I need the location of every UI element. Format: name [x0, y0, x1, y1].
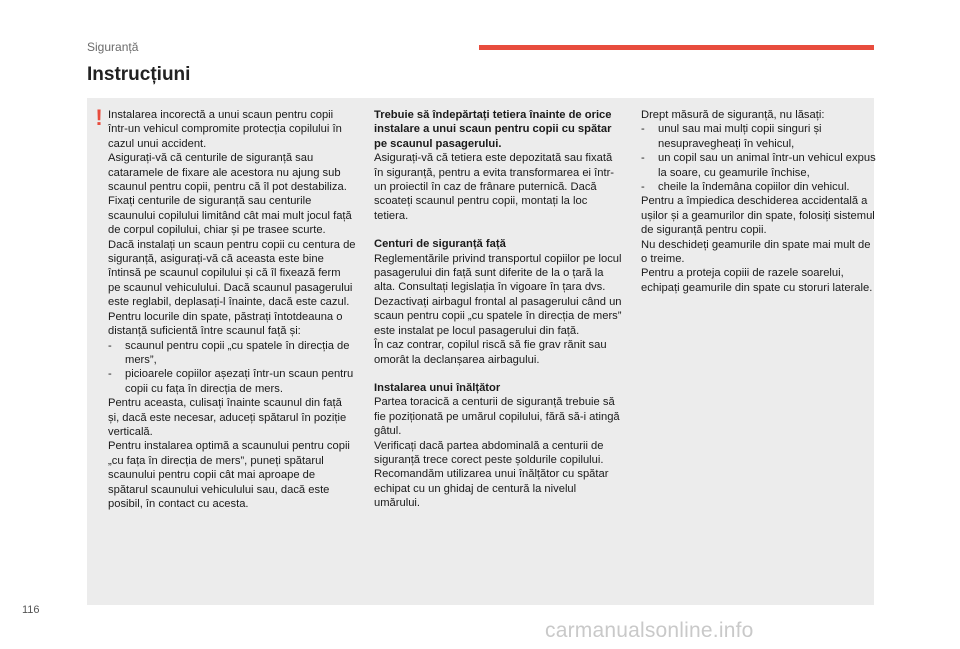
front-seatbelts-heading: Centuri de siguranță față — [374, 238, 506, 251]
paragraph: Pentru a împiedica deschiderea accidentală a ușilor și a geamurilor din spate, folosiți sistemul de siguranță pentru copii. — [641, 195, 875, 237]
paragraph: Dacă instalați un scaun pentru copii cu centura de siguranță, asigurați-vă că aceasta este bine întinsă pe scaunul copilului și că îl fixează ferm pe scaunul vehiculului. Dacă scaunul pasagerului este reglabil, deplasați-l înainte, dacă este cazul. — [108, 238, 356, 309]
exclamation-warning-icon: ! — [95, 105, 103, 130]
spacer — [374, 223, 624, 237]
paragraph: Reglementările privind transportul copiilor pe locul pasagerului din față sunt diferite de la o țară la alta. Consultați legislația în vigoare în țara dvs. — [374, 252, 622, 294]
paragraph: Recomandăm utilizarea unui înălțător cu spătar echipat cu un ghidaj de centură la nivelul umărului. — [374, 468, 609, 510]
paragraph: Partea toracică a centurii de siguranță trebuie să fie poziționată pe umărul copilului, fără să-i atingă gâtul. — [374, 396, 620, 438]
page-title: Instrucțiuni — [87, 64, 191, 85]
paragraph: Asigurați-vă că tetiera este depozitată sau fixată în siguranță, pentru a evita transformarea ei într-un proiectil în caz de frânare puternică. Dacă scoateți scaunul pentru copii, montați la loc tetiera. — [374, 152, 615, 222]
paragraph: În caz contrar, copilul riscă să fie grav rănit sau omorât la declanșarea airbagului. — [374, 339, 607, 366]
paragraph: Pentru instalarea optimă a scaunului pentru copii „cu fața în direcția de mers”, puneți spătarul scaunului pentru copii cât mai aproape de spătarul scaunului vehiculului sau, dacă este posibil, în contact cu acesta. — [108, 440, 350, 510]
paragraph: Pentru locurile din spate, păstrați întotdeauna o distanță suficientă între scaunul față și: — [108, 310, 343, 338]
page-number: 116 — [22, 604, 40, 616]
paragraph: Pentru aceasta, culisați înainte scaunul din față și, dacă este necesar, aduceți spătarul în poziție verticală. — [108, 397, 347, 438]
list-item: - un copil sau un animal într-un vehicul expus la soare, cu geamurile închise, — [641, 151, 879, 180]
spacer — [374, 367, 624, 381]
paragraph: Pentru a proteja copiii de razele soarelui, echipați geamurile din spate cu storuri laterale. — [641, 267, 873, 294]
section-label: Siguranță — [87, 40, 139, 54]
column-left — [108, 108, 356, 511]
headrest-heading: Trebuie să îndepărtați tetiera înainte de orice instalare a unui scaun pentru copii cu spătar pe scaunul pasagerului. — [374, 109, 612, 150]
list-item: - unul sau mai mulți copii singuri și nesupravegheați în vehicul, — [641, 122, 879, 151]
list-item: - picioarele copiilor așezați într-un scaun pentru copii cu fața în direcția de mers. — [108, 367, 356, 396]
paragraph: Drept măsură de siguranță, nu lăsați: — [641, 109, 825, 121]
column-right — [641, 108, 879, 295]
watermark: carmanualsonline.info — [545, 619, 754, 642]
booster-heading: Instalarea unui înălțător — [374, 381, 501, 394]
paragraph: Dezactivați airbagul frontal al pasagerului când un scaun pentru copii „cu spatele în direcția de mers” este instalat pe locul pasagerului din față. — [374, 295, 622, 337]
list-item: - cheile la îndemâna copiilor din vehicul. — [641, 180, 879, 194]
paragraph: Asigurați-vă că centurile de siguranță sau cataramele de fixare ale acestora nu ajung sub scaunul pentru copii, pentru că îl pot destabiliza. — [108, 152, 347, 194]
paragraph: Fixați centurile de siguranță sau centurile scaunului copilului limitând cât mai mult jocul față de corpul copilului, chiar și pe trasee scurte. — [108, 195, 352, 237]
paragraph: Verificați dacă partea abdominală a centurii de siguranță trece corect peste șoldurile copilului. — [374, 439, 604, 466]
list-item: - scaunul pentru copii „cu spatele în direcția de mers”, — [108, 339, 356, 368]
paragraph: Nu deschideți geamurile din spate mai mult de o treime. — [641, 238, 871, 266]
column-middle — [374, 108, 624, 511]
section-accent-bar — [479, 45, 874, 50]
paragraph: Instalarea incorectă a unui scaun pentru copii într-un vehicul compromite protecția copilului în cazul unui accident. — [108, 109, 342, 150]
